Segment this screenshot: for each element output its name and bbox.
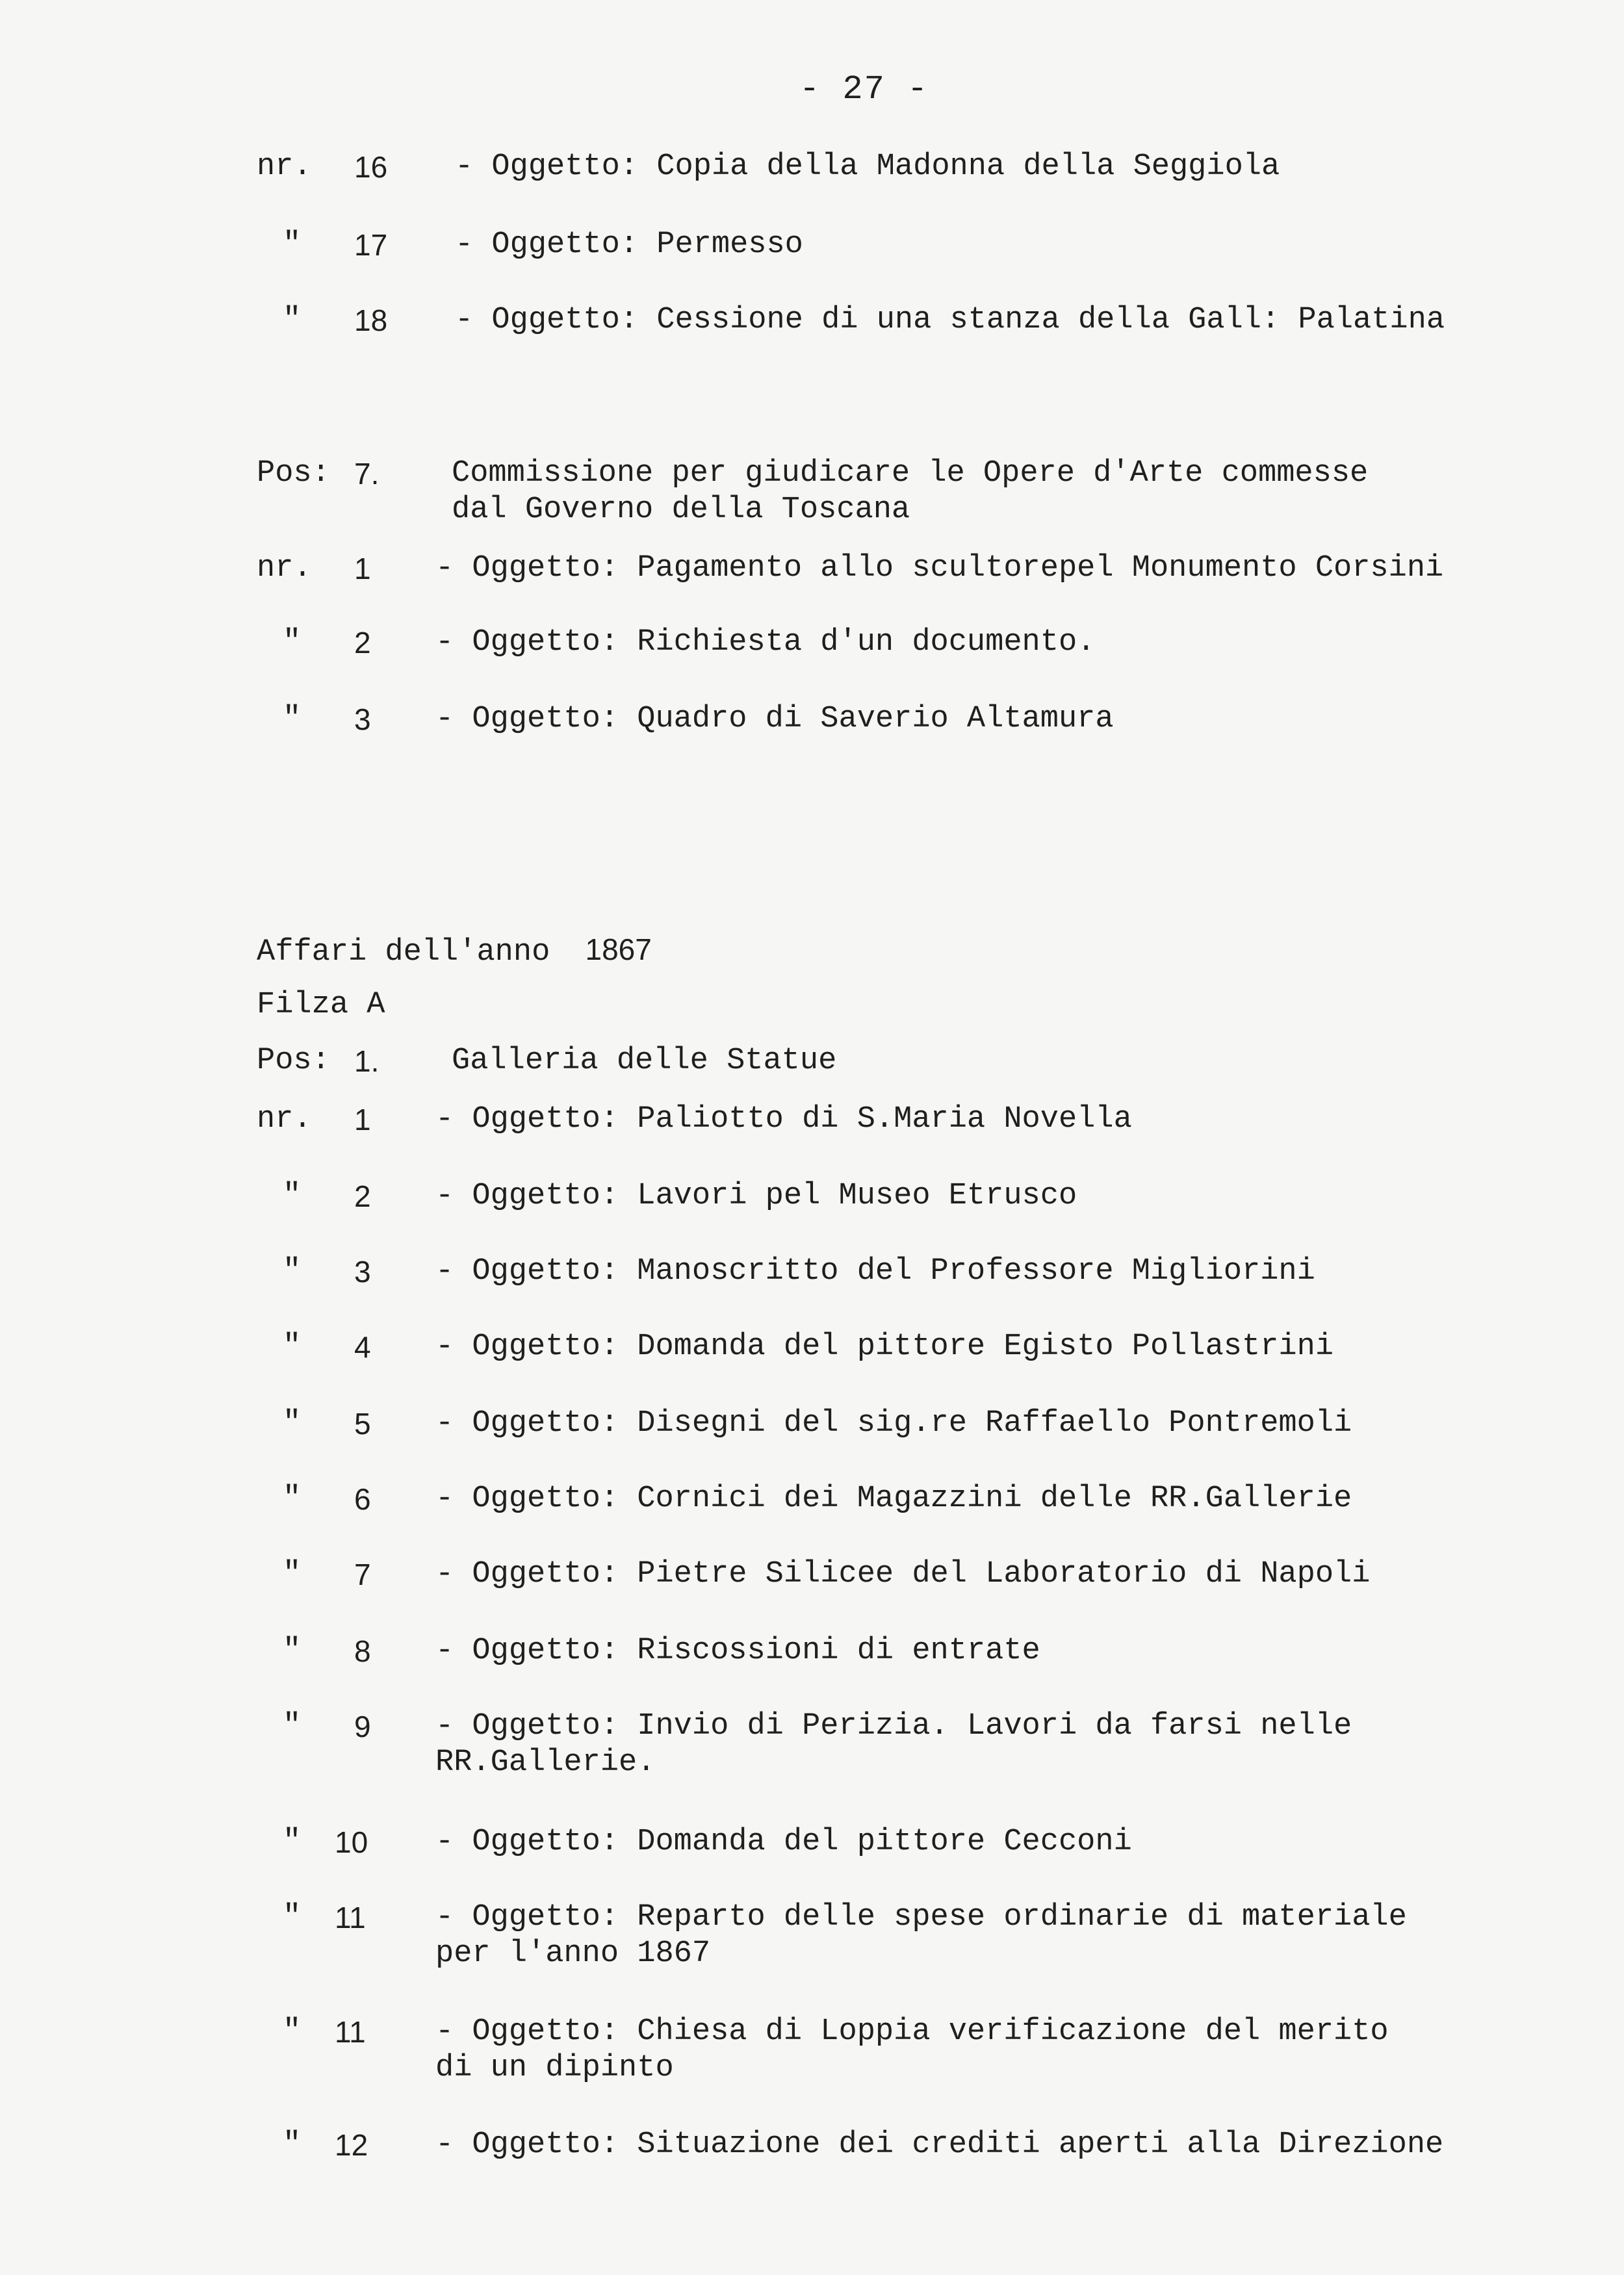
row-number: 6	[354, 1482, 371, 1516]
row-label: "	[283, 1482, 302, 1516]
row-label: "	[283, 1406, 302, 1441]
row-number: 2	[354, 1179, 371, 1213]
year-heading	[257, 931, 652, 971]
row-label: "	[283, 625, 302, 660]
row-label: "	[283, 1709, 302, 1743]
pos-title-continuation: dal Governo della Toscana	[452, 493, 910, 527]
row-text: - Oggetto: Pagamento allo scultorepel Monumento Corsini	[435, 551, 1444, 585]
row-label: nr.	[257, 1102, 312, 1137]
row-text: - Oggetto: Permesso	[455, 227, 803, 262]
row-number: 18	[354, 303, 388, 337]
row-text-continuation: RR.Gallerie.	[435, 1745, 656, 1780]
row-text: - Oggetto: Cornici dei Magazzini delle RR.Gallerie	[435, 1482, 1352, 1516]
row-number: 12	[335, 2128, 368, 2162]
row-number: 8	[354, 1634, 371, 1668]
row-label: "	[283, 1254, 302, 1289]
row-number: 11	[335, 1901, 366, 1934]
row-label: "	[283, 1557, 302, 1591]
row-number: 9	[354, 1710, 371, 1743]
row-text: - Oggetto: Reparto delle spese ordinarie di materiale	[435, 1900, 1407, 1934]
row-number: 10	[335, 1825, 368, 1859]
filza-heading: Filza A	[257, 988, 385, 1022]
row-label: "	[283, 1900, 302, 1934]
row-label: "	[283, 227, 302, 262]
pos-label: Pos:	[257, 1044, 330, 1078]
row-label: "	[283, 1634, 302, 1668]
row-number: 17	[354, 228, 388, 262]
page-number: - 27 -	[799, 70, 929, 109]
row-number: 4	[354, 1330, 371, 1364]
row-text-continuation: per l'anno 1867	[435, 1936, 711, 1971]
year-value: 1867	[585, 932, 652, 966]
row-number: 1	[354, 552, 371, 585]
row-label: "	[283, 2014, 302, 2049]
row-label: "	[283, 1825, 302, 1859]
row-label: nr.	[257, 551, 312, 585]
pos-number: 7.	[354, 457, 380, 491]
pos-title: Galleria delle Statue	[452, 1044, 837, 1078]
row-text: - Oggetto: Quadro di Saverio Altamura	[435, 702, 1114, 736]
row-text: - Oggetto: Lavori pel Museo Etrusco	[435, 1179, 1077, 1213]
row-label: "	[283, 702, 302, 736]
row-text: - Oggetto: Chiesa di Loppia verificazione del merito	[435, 2014, 1389, 2049]
row-text: - Oggetto: Copia della Madonna della Seggiola	[455, 149, 1280, 184]
row-text: - Oggetto: Pietre Silicee del Laboratorio di Napoli	[435, 1557, 1371, 1591]
row-label: "	[283, 1179, 302, 1213]
row-text: - Oggetto: Manoscritto del Professore Migliorini	[435, 1254, 1315, 1289]
row-text: - Oggetto: Invio di Perizia. Lavori da farsi nelle	[435, 1709, 1352, 1743]
row-text: - Oggetto: Paliotto di S.Maria Novella	[435, 1102, 1132, 1137]
row-text: - Oggetto: Disegni del sig.re Raffaello Pontremoli	[435, 1406, 1352, 1441]
row-number: 3	[354, 702, 371, 736]
row-number: 16	[354, 150, 388, 184]
row-label: "	[283, 1330, 302, 1364]
row-text: - Oggetto: Richiesta d'un documento.	[435, 625, 1096, 660]
pos-label: Pos:	[257, 456, 330, 491]
pos-number: 1.	[354, 1044, 380, 1078]
row-label: nr.	[257, 149, 312, 184]
row-number: 7	[354, 1558, 371, 1591]
row-text: - Oggetto: Domanda del pittore Egisto Pollastrini	[435, 1330, 1334, 1364]
row-number: 3	[354, 1255, 371, 1289]
row-label: "	[283, 303, 302, 337]
row-text: - Oggetto: Cessione di una stanza della Gall: Palatina	[455, 303, 1445, 337]
year-label: Affari dell'anno	[257, 935, 550, 970]
row-number: 5	[354, 1407, 371, 1441]
row-text-continuation: di un dipinto	[435, 2051, 674, 2085]
row-text: - Oggetto: Riscossioni di entrate	[435, 1634, 1040, 1668]
row-text: - Oggetto: Situazione dei crediti aperti alla Direzione	[435, 2127, 1444, 2162]
row-number: 2	[354, 626, 371, 660]
row-number: 11	[335, 2015, 366, 2049]
row-label: "	[283, 2127, 302, 2162]
row-text: - Oggetto: Domanda del pittore Cecconi	[435, 1825, 1132, 1859]
row-number: 1	[354, 1103, 371, 1137]
pos-title: Commissione per giudicare le Opere d'Arte commesse	[452, 456, 1369, 491]
